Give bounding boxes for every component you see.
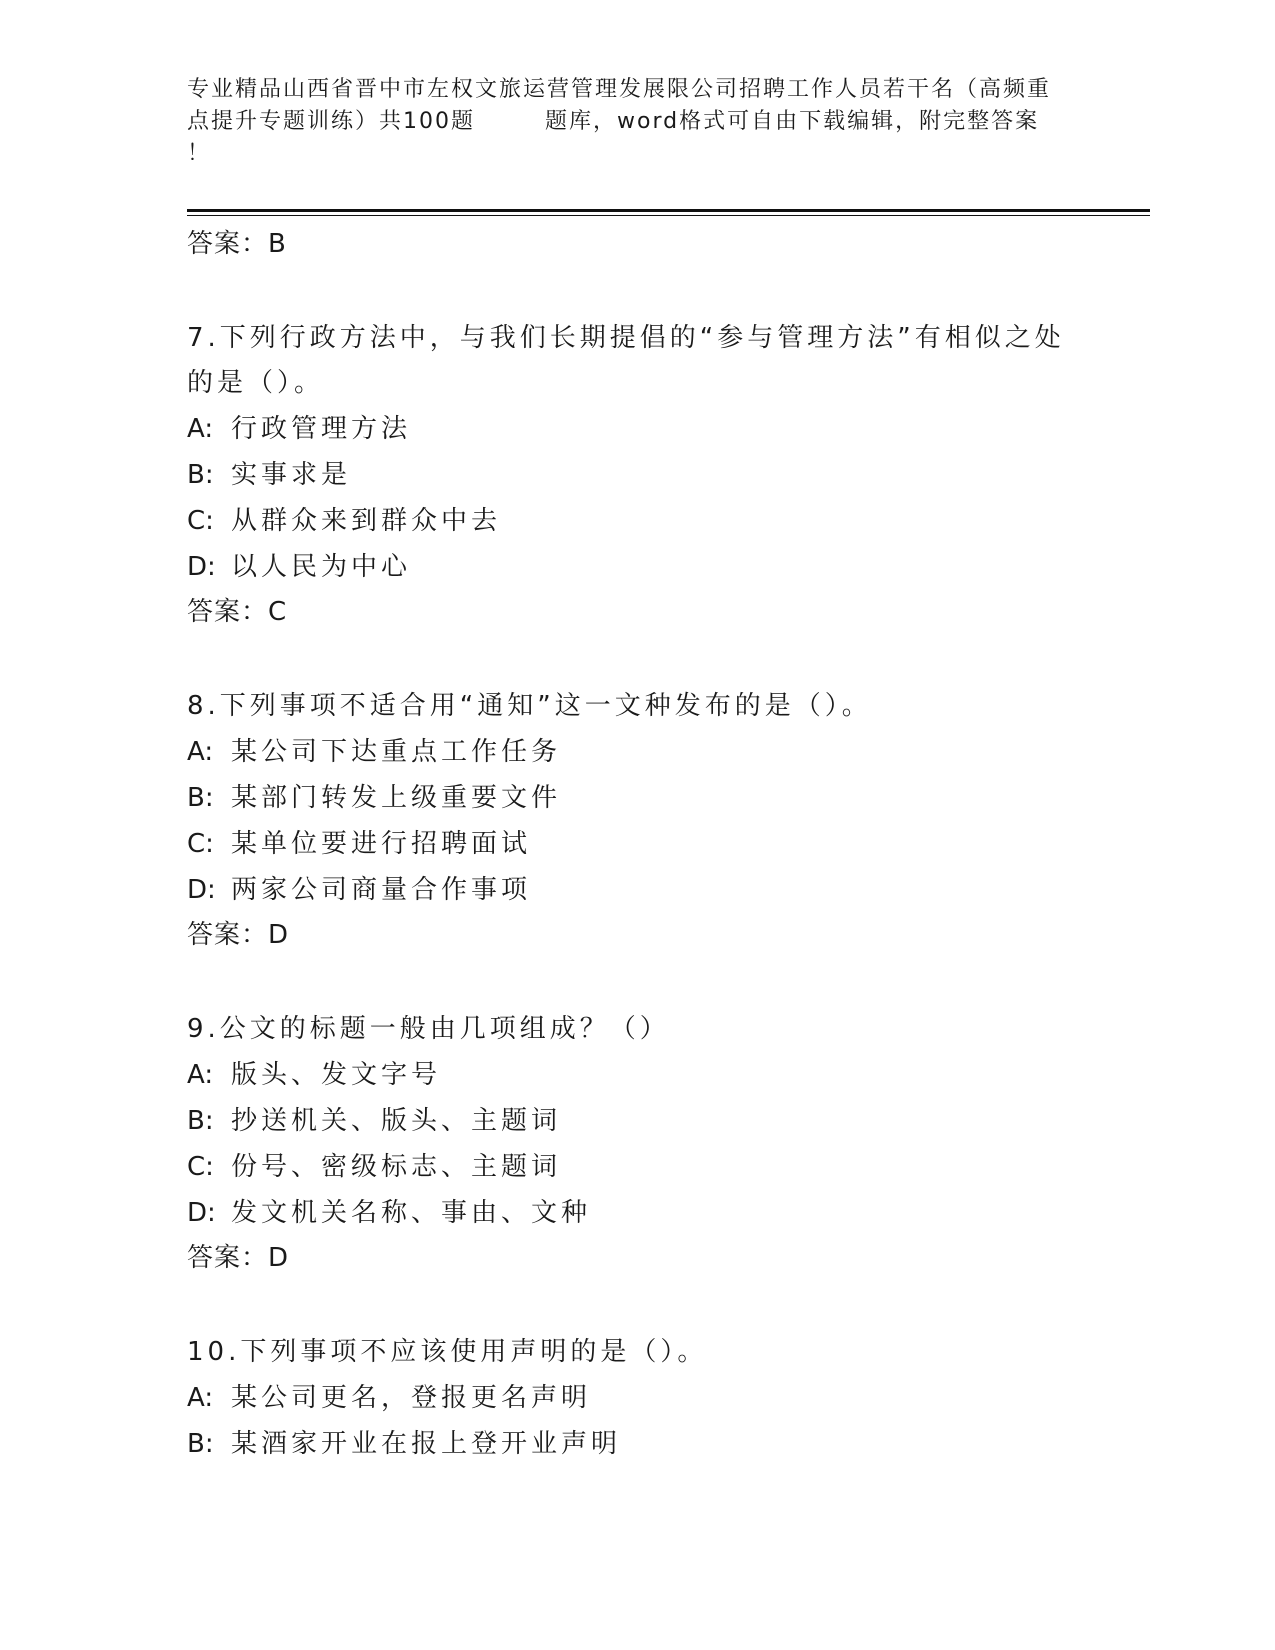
- option-text: 实事求是: [231, 460, 352, 490]
- option-key: A:: [187, 1383, 214, 1413]
- option-b: [187, 1421, 1087, 1467]
- option-text: 某酒家开业在报上登开业声明: [231, 1429, 622, 1459]
- header-line-3: ！: [187, 141, 212, 166]
- option-text: 版头、发文字号: [231, 1060, 442, 1090]
- option-d: [187, 544, 1087, 590]
- option-a: [187, 1375, 1087, 1421]
- option-text: 从群众来到群众中去: [231, 506, 502, 536]
- question-block: [187, 1007, 1087, 1280]
- question-text-line: 7.下列行政方法中，与我们长期提倡的“参与管理方法”有相似之处: [187, 323, 1065, 353]
- option-key: C:: [187, 829, 214, 859]
- option-a: [187, 406, 1087, 452]
- question-text-line: 8.下列事项不适合用“通知”这一文种发布的是（）。: [187, 691, 872, 721]
- option-key: B:: [187, 1429, 214, 1459]
- option-text: 行政管理方法: [231, 414, 412, 444]
- option-d: [187, 1190, 1087, 1236]
- option-text: 两家公司商量合作事项: [231, 875, 532, 905]
- question-text-line: 10.下列事项不应该使用声明的是（）。: [187, 1337, 708, 1367]
- option-text: 发文机关名称、事由、文种: [231, 1198, 592, 1228]
- option-c: [187, 498, 1087, 544]
- question-block: [187, 684, 1087, 957]
- question-text-line: 的是（）。: [187, 368, 325, 398]
- question-block: [187, 316, 1087, 634]
- option-key: B:: [187, 783, 214, 813]
- header-line-2-part-a: 点提升专题训练）共100题: [187, 109, 475, 134]
- option-key: B:: [187, 460, 214, 490]
- question-block: [187, 1330, 1087, 1467]
- answer-line: 答案：D: [187, 920, 290, 950]
- option-text: 某部门转发上级重要文件: [231, 783, 562, 813]
- option-key: C:: [187, 1152, 214, 1182]
- option-text: 以人民为中心: [231, 552, 412, 582]
- option-c: [187, 821, 1087, 867]
- document-header: [187, 74, 1087, 170]
- option-key: D:: [187, 552, 216, 582]
- option-key: B:: [187, 1106, 214, 1136]
- option-key: A:: [187, 414, 214, 444]
- option-key: A:: [187, 737, 214, 767]
- option-text: 份号、密级标志、主题词: [231, 1152, 562, 1182]
- option-a: [187, 729, 1087, 775]
- header-line-1: 专业精品山西省晋中市左权文旅运营管理发展限公司招聘工作人员若干名（高频重: [187, 77, 1052, 102]
- previous-answer: 答案：B: [187, 229, 287, 259]
- option-key: C:: [187, 506, 214, 536]
- header-divider-thin: [187, 215, 1150, 216]
- question-text-line: 9.公文的标题一般由几项组成？（）: [187, 1014, 670, 1044]
- option-c: [187, 1144, 1087, 1190]
- option-text: 某公司下达重点工作任务: [231, 737, 562, 767]
- header-divider-thick: [187, 209, 1150, 212]
- header-line-2-part-b: 题库，word格式可自由下载编辑，附完整答案: [545, 109, 1040, 134]
- option-a: [187, 1052, 1087, 1098]
- option-text: 某单位要进行招聘面试: [231, 829, 532, 859]
- option-text: 抄送机关、版头、主题词: [231, 1106, 562, 1136]
- option-b: [187, 1098, 1087, 1144]
- question-list: [187, 222, 1087, 1467]
- answer-line: 答案：C: [187, 597, 288, 627]
- option-b: [187, 775, 1087, 821]
- option-key: D:: [187, 1198, 216, 1228]
- option-text: 某公司更名，登报更名声明: [231, 1383, 592, 1413]
- answer-line: 答案：D: [187, 1243, 290, 1273]
- header-line-2: [187, 106, 1087, 138]
- option-d: [187, 867, 1087, 913]
- option-b: [187, 452, 1087, 498]
- option-key: D:: [187, 875, 216, 905]
- option-key: A:: [187, 1060, 214, 1090]
